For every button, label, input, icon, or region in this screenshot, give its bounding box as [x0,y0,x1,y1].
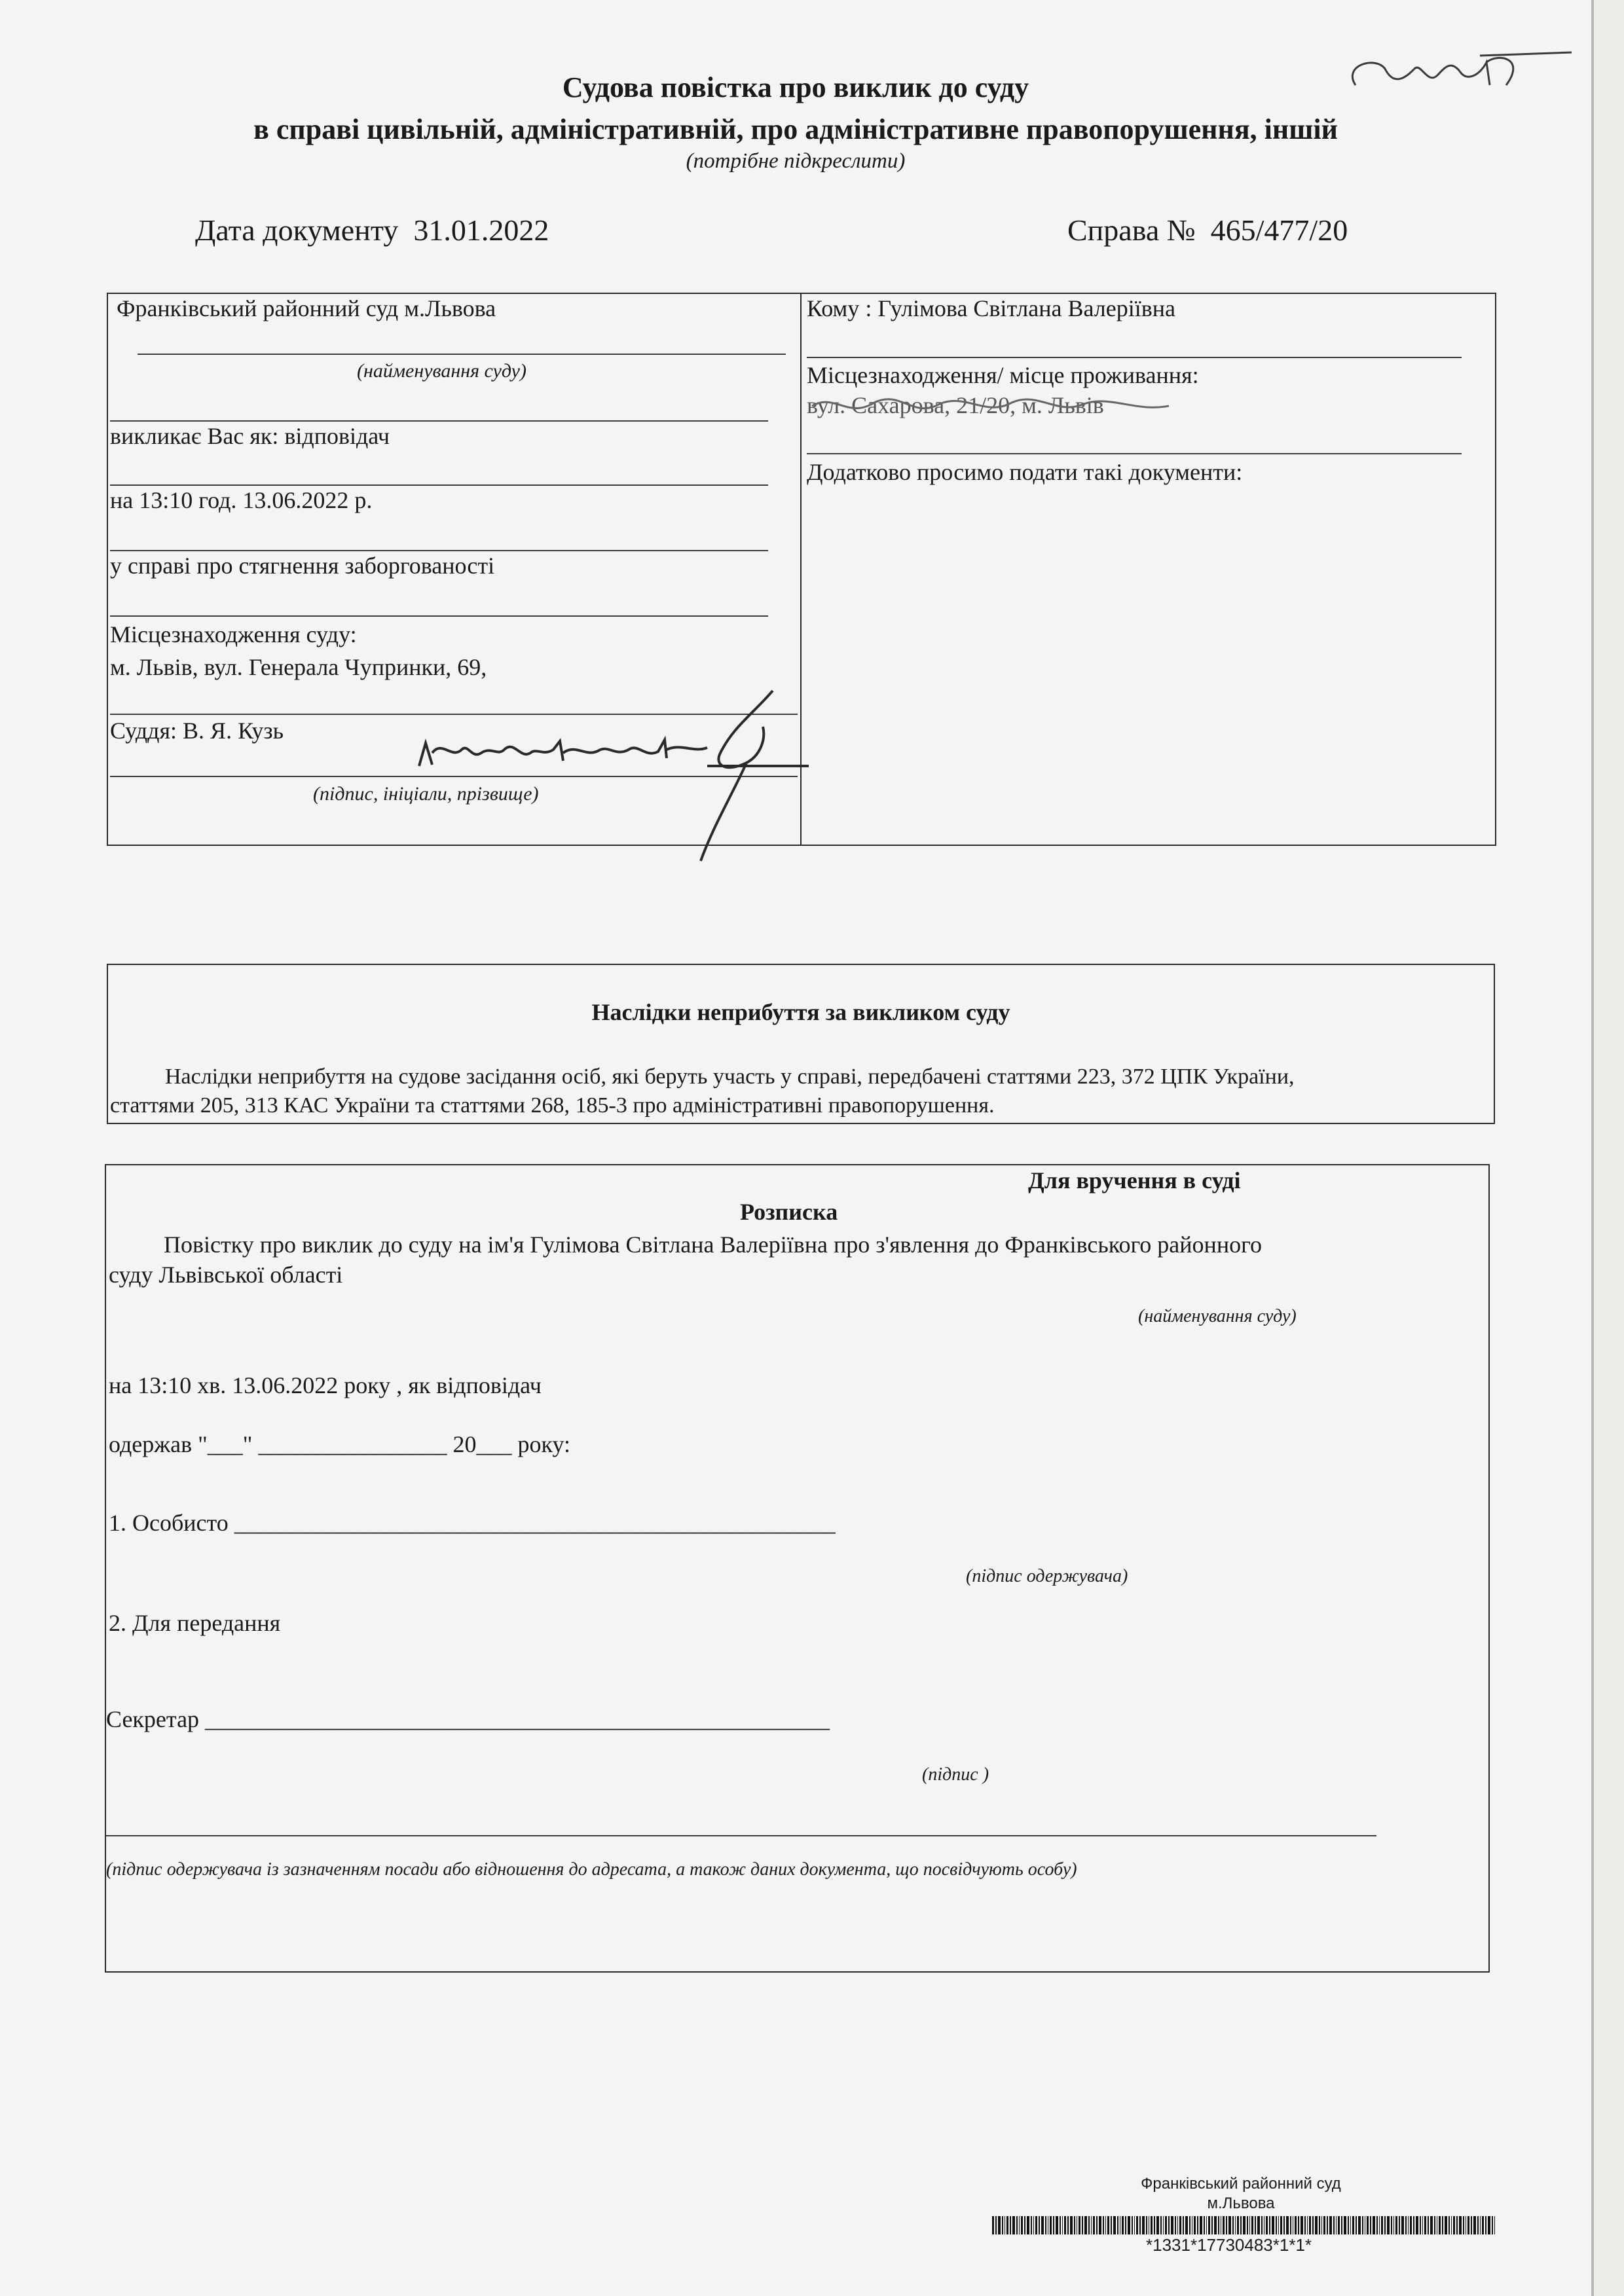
receipt-time: на 13:10 хв. 13.06.2022 року , як відповідач [109,1372,542,1398]
receipt-title: Розписка [740,1199,838,1225]
document-date [195,213,549,247]
recipient-hint: (підпис одержувача із зазначенням посади або відношення до адресата, а також даних документа, що посвідчують особу) [106,1859,1077,1880]
footer-court-line2: м.Львова [1207,2195,1275,2212]
receipt-text-line1: Повістку про виклик до суду на ім'я Гулімова Світлана Валеріївна про з'явлення до Франківського районного [164,1231,1262,1258]
court-name-rule [138,354,786,355]
court-name: Франківський районний суд м.Львова [117,295,496,321]
transfer-line: 2. Для передання [109,1610,281,1636]
received-date-line: одержав "___" ________________ 20___ року: [109,1431,571,1457]
summoned-as: викликає Вас як: відповідач [110,423,390,449]
date-label: Дата документу [195,213,399,247]
court-name-hint: (найменування суду) [357,360,526,382]
rule [807,453,1462,454]
judge-name: Суддя: В. Я. Кузь [110,718,284,744]
consequences-title: Наслідки неприбуття за викликом суду [591,999,1010,1025]
residence-label: Місцезнаходження/ місце проживання: [807,362,1199,388]
footer-court-line1: Франківський районний суд [1141,2175,1341,2193]
personally-line: 1. Особисто ___________________________________________________ [109,1510,836,1536]
corner-handwriting [1329,39,1578,105]
document-title: Судова повістка про виклик до суду [562,71,1029,103]
consequences-text-line1: Наслідки неприбуття на судове засідання осіб, які беруть участь у справі, передбачені статтями 223, 372 ЦПК України, [165,1065,1295,1089]
judge-hint: (підпис, ініціали, прізвище) [313,783,539,805]
page-edge [1591,0,1594,2296]
case-value: 465/477/20 [1210,213,1348,247]
documents-label: Додатково просимо подати такі документи: [807,459,1243,485]
recipient-name: Кому : Гулімова Світлана Валеріївна [807,295,1175,321]
secretary-line: Секретар _____________________________________________________ [106,1706,830,1732]
court-location-value: м. Львів, вул. Генерала Чупринки, 69, [110,654,487,680]
case-label: Справа № [1067,213,1196,247]
case-subject: у справі про стягнення заборгованості [110,553,495,579]
court-location-label: Місцезнаходження суду: [110,621,357,647]
consequences-text-line2: статтями 205, 313 КАС України та статтями 268, 185-3 про адміністративні правопорушення. [110,1093,995,1118]
barcode [992,2216,1496,2234]
rule [110,420,768,422]
receipt-text-line2: суду Львівської області [109,1262,343,1288]
recipient-signature-rule [106,1835,1376,1836]
rule [110,615,768,617]
judge-signature [406,687,838,871]
barcode-number: *1331*17730483*1*1* [1146,2235,1312,2255]
underline-note: (потрібне підкреслити) [686,149,906,173]
residence-value: вул. Сахарова, 21/20, м. Львів [807,392,1104,418]
date-value: 31.01.2022 [413,213,549,247]
case-number [1067,213,1348,247]
receipt-court-hint: (найменування суду) [1138,1306,1297,1326]
delivery-label: Для вручення в суді [1028,1167,1241,1194]
rule [807,357,1462,358]
document-subtitle: в справі цивільній, адміністративній, про адміністративне правопорушення, іншій [253,113,1338,145]
rule [110,550,768,551]
secretary-hint: (підпис ) [922,1764,989,1785]
residence-strike [809,390,1175,422]
personally-hint: (підпис одержувача) [966,1566,1128,1586]
hearing-time: на 13:10 год. 13.06.2022 р. [110,487,373,513]
rule [110,484,768,486]
